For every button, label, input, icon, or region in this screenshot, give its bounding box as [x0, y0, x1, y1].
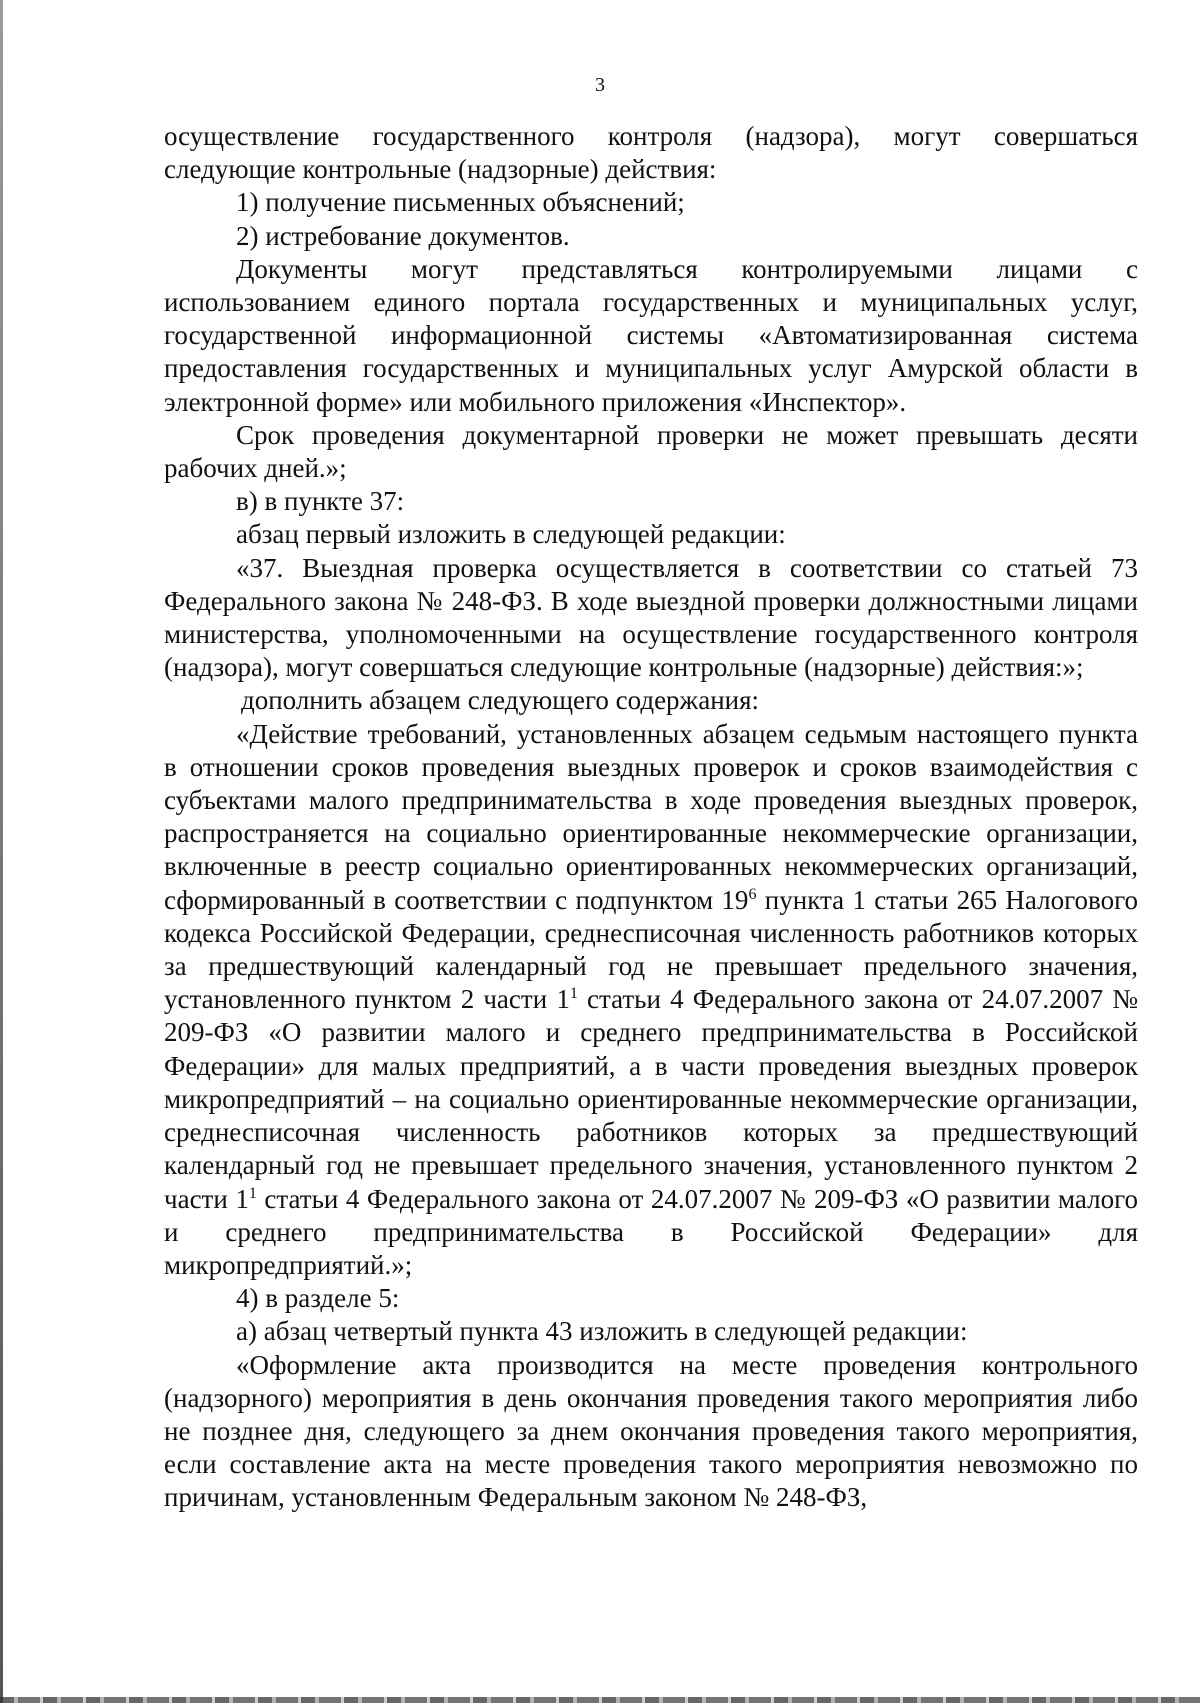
superscript: 6: [748, 885, 757, 903]
scan-left-edge: [0, 0, 3, 1703]
paragraph: «Оформление акта производится на месте проведения контрольного (надзорного) мероприятия в день окончания проведения такого мероприятия либо не позднее дня, следующего за днем окончания проведения такого мероприятия, если составление акта на месте проведения такого мероприятия невозможно по причинам, установленным Федеральным законом № 248-ФЗ,: [164, 1349, 1138, 1513]
paragraph: Документы могут представляться контролируемыми лицами с использованием единого портала государственных и муниципальных услуг, государственной информационной системы «Автоматизированная система предоставления государственных и муниципальных услуг Амурской области в электронной форме» или мобильного приложения «Инспектор».: [164, 253, 1138, 417]
scan-bottom-edge: [0, 1697, 1200, 1703]
paragraph: осуществление государственного контроля (надзора), могут совершаться следующие контрольные (надзорные) действия:: [164, 121, 1138, 185]
paragraph: 4) в разделе 5:: [236, 1283, 400, 1314]
paragraph-with-superscripts: [164, 718, 1138, 1282]
text-run: статьи 4 Федерального закона от 24.07.2007 № 209-ФЗ «О развитии малого и среднего предпринимательства в Российской Федерации» для малых предприятий, а в части проведения выездных проверок микропредприятий – на социально ориентированные некоммерческие организации, среднесписочная численность работников которых за предшествующий календарный год не превышает предельного значения, установленного пунктом 2 части 1: [164, 984, 1138, 1214]
text-run: «Действие требований, установленных абзацем седьмым настоящего пункта в отношении сроков проведения выездных проверок и сроков взаимодействия с субъектами малого предпринимательства в ходе проведения выездных проверок, распространяется на социально ориентированные некоммерческие организации, включенные в реестр социально ориентированных некоммерческих организаций, сформированный в соответствии с подпунктом 19: [164, 718, 1138, 915]
page-number: 3: [595, 74, 605, 96]
paragraph: 2) истребование документов.: [236, 220, 570, 251]
paragraph: «37. Выездная проверка осуществляется в соответствии со статьей 73 Федерального закона № 248-ФЗ. В ходе выездной проверки должностными лицами министерства, уполномоченными на осуществление государственного контроля (надзора), могут совершаться следующие контрольные (надзорные) действия:»;: [164, 552, 1138, 683]
text-run: пункта 1 статьи 265 Налогового кодекса Российской Федерации, среднесписочная численность работников которых за предшествующий календарный год не превышает предельного значения, установленного пунктом 2 части 1: [164, 884, 1138, 1015]
paragraph: абзац первый изложить в следующей редакции:: [236, 519, 786, 550]
paragraph: а) абзац четвертый пункта 43 изложить в следующей редакции:: [236, 1316, 968, 1347]
paragraph: 1) получение письменных объяснений;: [236, 187, 685, 218]
text-run: статьи 4 Федерального закона от 24.07.2007 № 209-ФЗ «О развитии малого и среднего предпринимательства в Российской Федерации» для микропредприятий.»;: [164, 1183, 1138, 1280]
paragraph: Срок проведения документарной проверки не может превышать десяти рабочих дней.»;: [164, 419, 1138, 484]
document-body: [164, 120, 1138, 1515]
superscript: 1: [248, 1184, 257, 1202]
paragraph: в) в пункте 37:: [236, 486, 405, 517]
superscript: 1: [569, 985, 578, 1003]
paragraph: дополнить абзацем следующего содержания:: [241, 685, 760, 716]
